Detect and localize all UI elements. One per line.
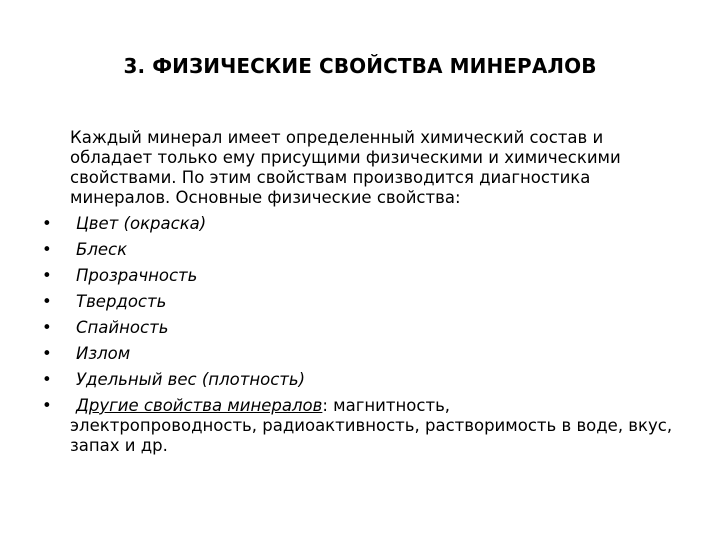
- bullet-icon: •: [42, 292, 52, 311]
- list-item: [40, 214, 690, 234]
- list-item-other: [40, 396, 690, 416]
- properties-list: [40, 214, 690, 416]
- list-item: [40, 344, 690, 364]
- slide-title: 3. ФИЗИЧЕСКИЕ СВОЙСТВА МИНЕРАЛОВ: [123, 54, 597, 78]
- bullet-icon: •: [42, 344, 52, 363]
- property-label: Излом: [76, 344, 131, 363]
- bullet-icon: •: [42, 240, 52, 259]
- property-label: Твердость: [76, 292, 167, 311]
- property-label: Цвет (окраска): [76, 214, 207, 233]
- bullet-icon: •: [42, 396, 52, 415]
- property-label: Прозрачность: [76, 266, 198, 285]
- intro-paragraph: Каждый минерал имеет определенный химический состав и обладает только ему присущими физическими и химическими свойствами. По этим свойствам производится диагностика минералов. Основные физические свойства:: [70, 128, 621, 207]
- other-properties-continuation: электропроводность, радиоактивность, растворимость в воде, вкус, запах и др.: [70, 416, 673, 455]
- bullet-icon: •: [42, 370, 52, 389]
- property-label: Спайность: [76, 318, 169, 337]
- property-label: Блеск: [76, 240, 128, 259]
- other-properties-label: Другие свойства минералов: [76, 396, 323, 415]
- list-item: [40, 240, 690, 260]
- list-item: [40, 370, 690, 390]
- property-label: Удельный вес (плотность): [76, 370, 306, 389]
- list-item: [40, 266, 690, 286]
- list-item: [40, 318, 690, 338]
- bullet-icon: •: [42, 214, 52, 233]
- list-item: [40, 292, 690, 312]
- slide-content: [40, 128, 690, 456]
- bullet-icon: •: [42, 318, 52, 337]
- bullet-icon: •: [42, 266, 52, 285]
- other-properties-first-line: : магнитность,: [322, 396, 451, 415]
